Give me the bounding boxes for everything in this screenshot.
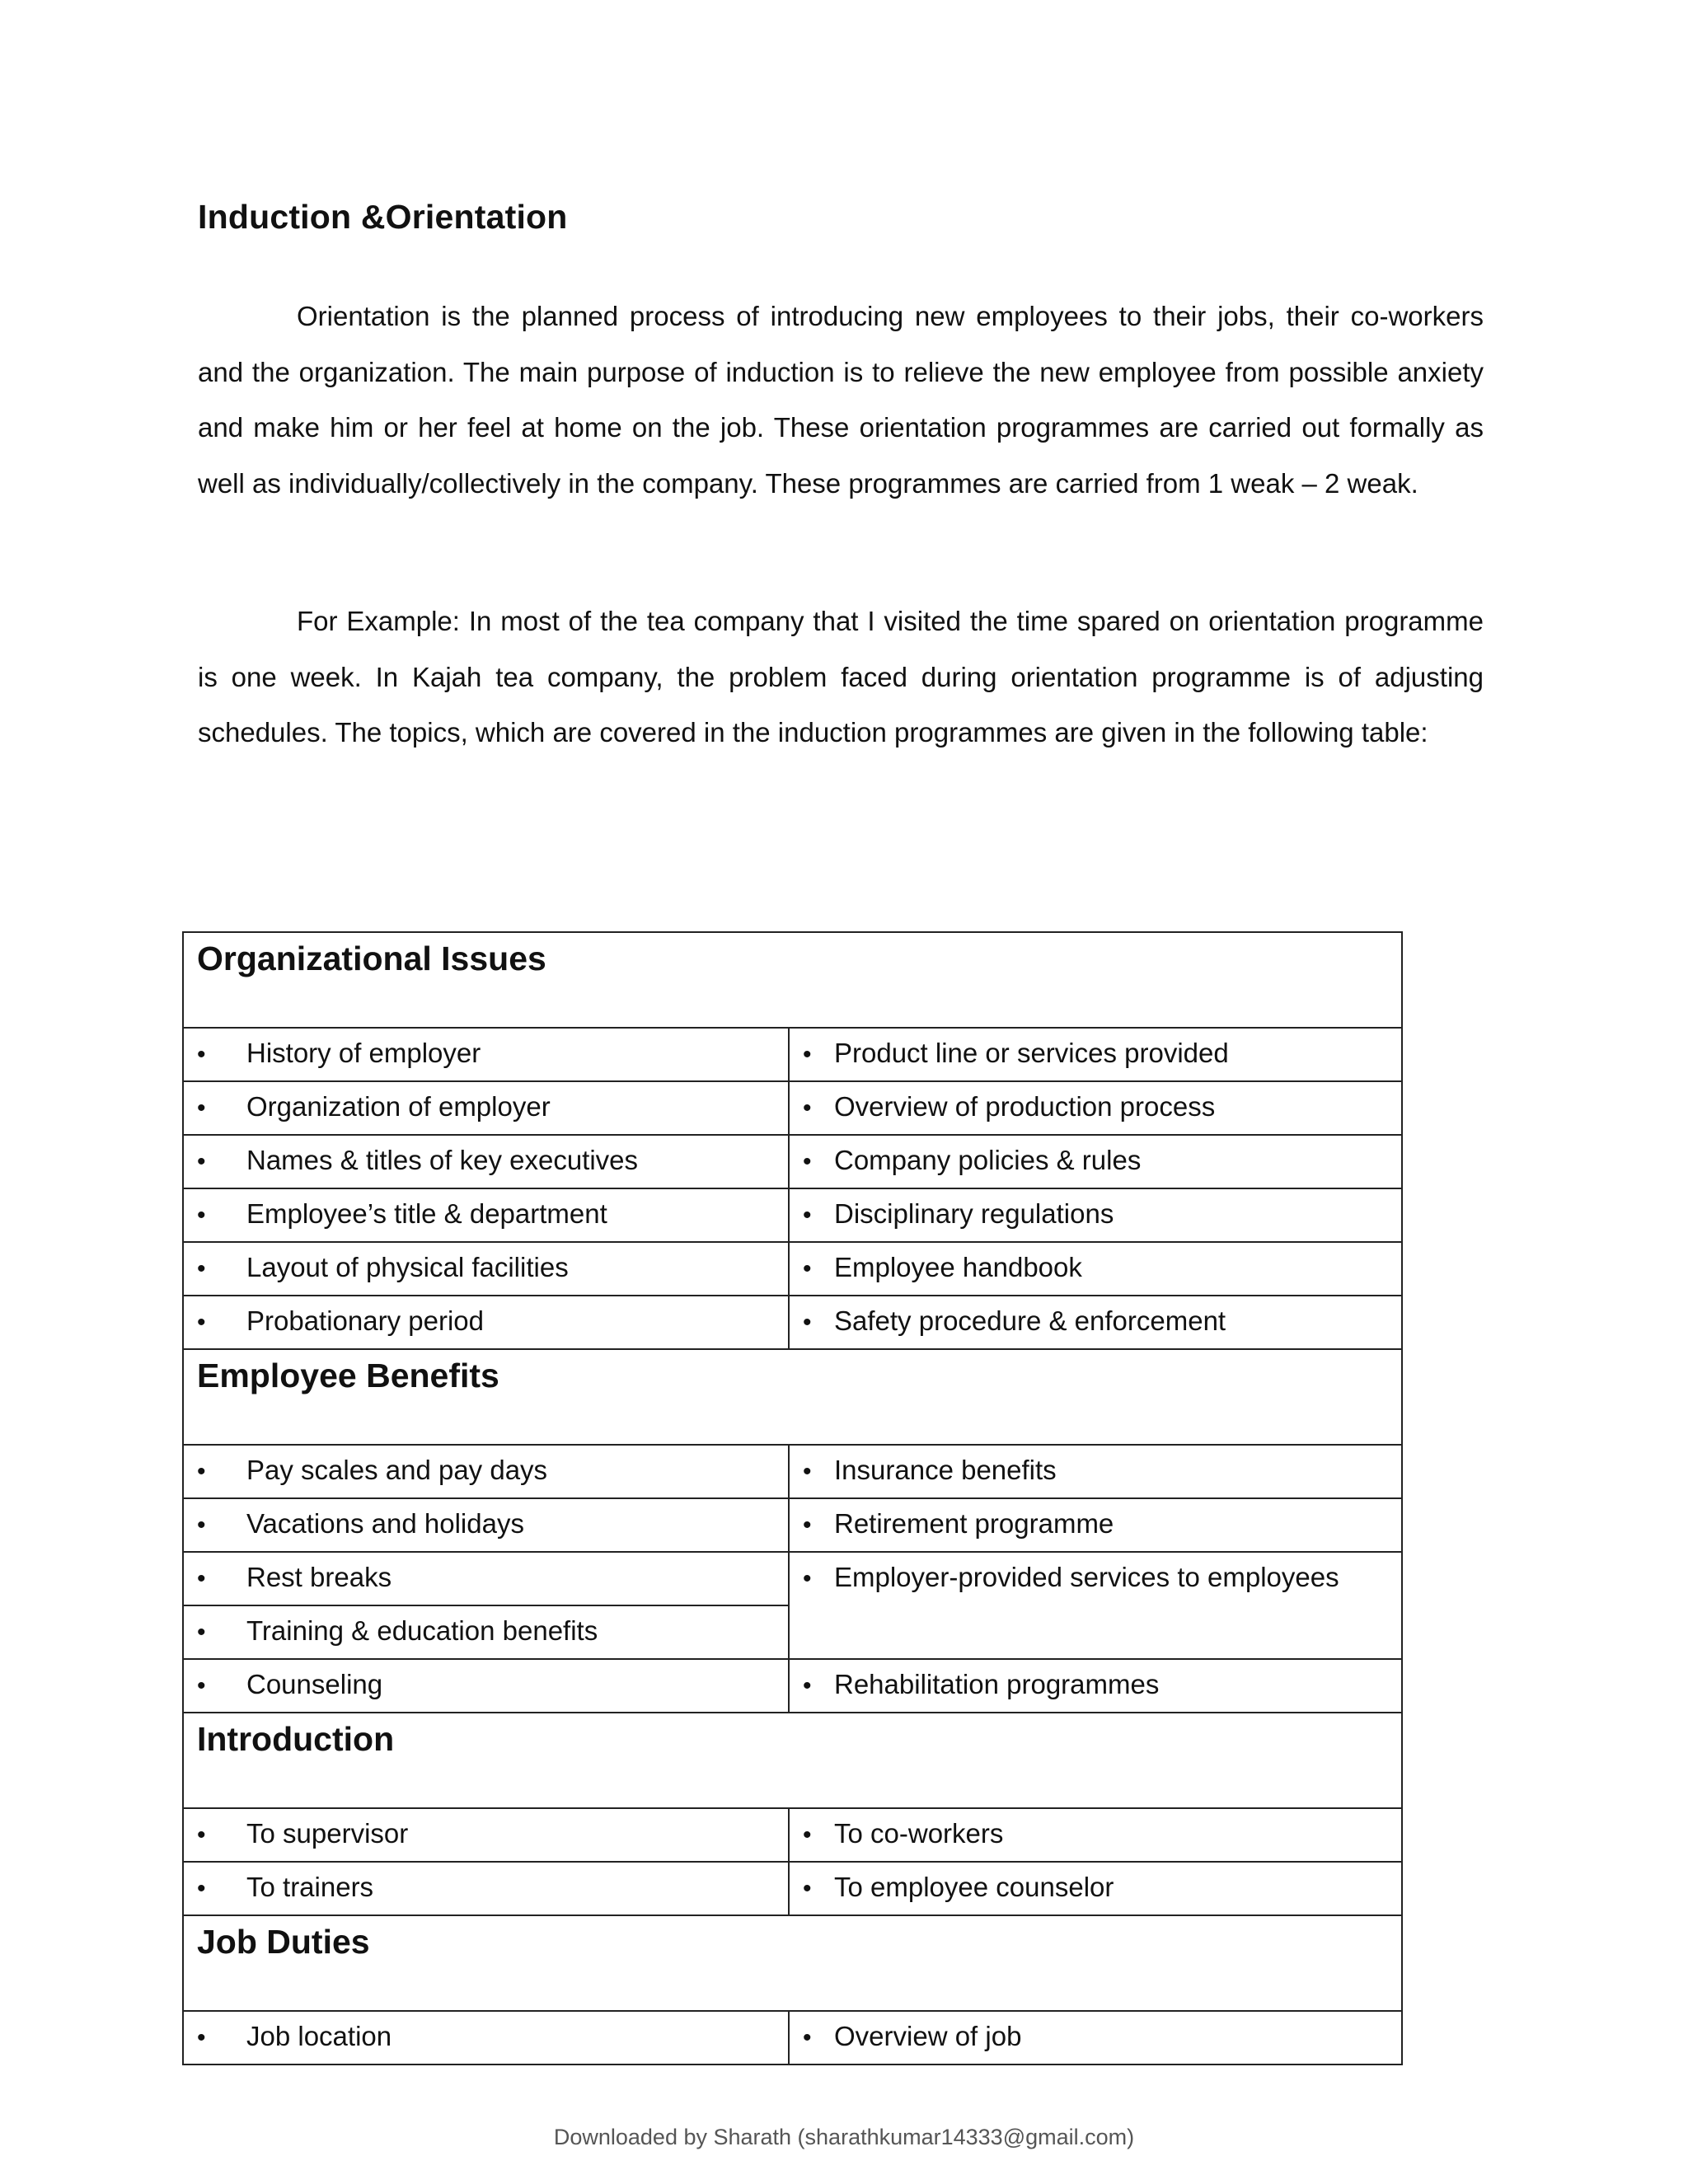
table-cell: • Company policies & rules (789, 1135, 1402, 1188)
table-row (183, 1242, 1402, 1296)
table-cell: • Vacations and holidays (183, 1498, 789, 1552)
bullet-icon: • (197, 1458, 206, 1485)
download-footer: Downloaded by Sharath (sharathkumar14333@gmail.com) (553, 2125, 1135, 2149)
table-row (183, 1081, 1402, 1135)
table-cell: • Employer-provided services to employees (789, 1552, 1402, 1659)
bullet-icon: • (197, 2024, 206, 2051)
example-paragraph-text: For Example: In most of the tea company that I visited the time spared on orientation programme is one week. In Kajah tea company, the problem faced during orientation programme is of adjusting schedules. The topics, which are covered in the induction programmes are given in the following table: (198, 606, 1484, 748)
section-heading-row (183, 932, 1402, 1028)
bullet-icon: • (803, 1821, 812, 1849)
table-row (183, 2011, 1402, 2064)
bullet-icon: • (197, 1875, 206, 1902)
bullet-icon: • (197, 1821, 206, 1849)
bullet-icon: • (197, 1041, 206, 1068)
table-cell: • Rehabilitation programmes (789, 1659, 1402, 1713)
bullet-icon: • (197, 1309, 206, 1336)
table-cell: • Safety procedure & enforcement (789, 1296, 1402, 1349)
table-cell: • Pay scales and pay days (183, 1445, 789, 1498)
bullet-icon: • (803, 1875, 812, 1902)
table-cell: • Rest breaks (183, 1552, 789, 1605)
bullet-icon: • (197, 1255, 206, 1282)
bullet-icon: • (803, 1255, 812, 1282)
induction-topics-table (182, 931, 1403, 2065)
bullet-icon: • (197, 1202, 206, 1229)
intro-paragraph-text: Orientation is the planned process of introducing new employees to their jobs, their co-workers and the organization. The main purpose of induction is to relieve the new employee from possible anxiety and make him or her feel at home on the job. These orientation programmes are carried out formally as well as individually/collectively in the company. These programmes are carried from 1 weak – 2 weak. (198, 301, 1484, 499)
bullet-icon: • (803, 1458, 812, 1485)
table-cell: • Layout of physical facilities (183, 1242, 789, 1296)
table-cell: • Probationary period (183, 1296, 789, 1349)
section-heading-job-duties: Job Duties (183, 1915, 1402, 2011)
table-cell: • Employee handbook (789, 1242, 1402, 1296)
bullet-icon: • (197, 1148, 206, 1175)
section-heading-row (183, 1713, 1402, 1808)
table-cell: • Names & titles of key executives (183, 1135, 789, 1188)
table-cell: • Product line or services provided (789, 1028, 1402, 1081)
table-row (183, 1862, 1402, 1915)
bullet-icon: • (803, 2024, 812, 2051)
table-row (183, 1808, 1402, 1862)
bullet-icon: • (803, 1309, 812, 1336)
table-cell: • Overview of job (789, 2011, 1402, 2064)
bullet-icon: • (803, 1148, 812, 1175)
intro-paragraph (198, 288, 1484, 511)
table-cell: • To co-workers (789, 1808, 1402, 1862)
table-row (183, 1445, 1402, 1498)
table-row (183, 1552, 1402, 1605)
section-heading-employee-benefits: Employee Benefits (183, 1349, 1402, 1445)
table-cell: • To employee counselor (789, 1862, 1402, 1915)
table-row (183, 1659, 1402, 1713)
bullet-icon: • (803, 1511, 812, 1539)
table-cell: • To trainers (183, 1862, 789, 1915)
bullet-icon: • (803, 1202, 812, 1229)
table-row (183, 1498, 1402, 1552)
table-cell: • Insurance benefits (789, 1445, 1402, 1498)
table-row (183, 1188, 1402, 1242)
section-heading-introduction: Introduction (183, 1713, 1402, 1808)
table-cell: • Employee’s title & department (183, 1188, 789, 1242)
bullet-icon: • (197, 1511, 206, 1539)
table-cell: • Training & education benefits (183, 1605, 789, 1659)
bullet-icon: • (197, 1565, 206, 1592)
table-row (183, 1135, 1402, 1188)
table-cell: • Job location (183, 2011, 789, 2064)
bullet-icon: • (197, 1672, 206, 1699)
table-row (183, 1296, 1402, 1349)
section-heading-row (183, 1349, 1402, 1445)
section-heading-organizational-issues: Organizational Issues (183, 932, 1402, 1028)
page-title: Induction &Orientation (198, 198, 568, 236)
bullet-icon: • (803, 1565, 812, 1592)
table-cell: • Overview of production process (789, 1081, 1402, 1135)
example-paragraph (198, 593, 1484, 761)
bullet-icon: • (197, 1094, 206, 1122)
bullet-icon: • (803, 1094, 812, 1122)
table-cell: • History of employer (183, 1028, 789, 1081)
section-heading-row (183, 1915, 1402, 2011)
bullet-icon: • (803, 1672, 812, 1699)
table-cell: • Organization of employer (183, 1081, 789, 1135)
bullet-icon: • (803, 1041, 812, 1068)
table-cell: • To supervisor (183, 1808, 789, 1862)
table-cell: • Retirement programme (789, 1498, 1402, 1552)
table-row (183, 1028, 1402, 1081)
table-cell: • Disciplinary regulations (789, 1188, 1402, 1242)
bullet-icon: • (197, 1619, 206, 1646)
table-cell: • Counseling (183, 1659, 789, 1713)
